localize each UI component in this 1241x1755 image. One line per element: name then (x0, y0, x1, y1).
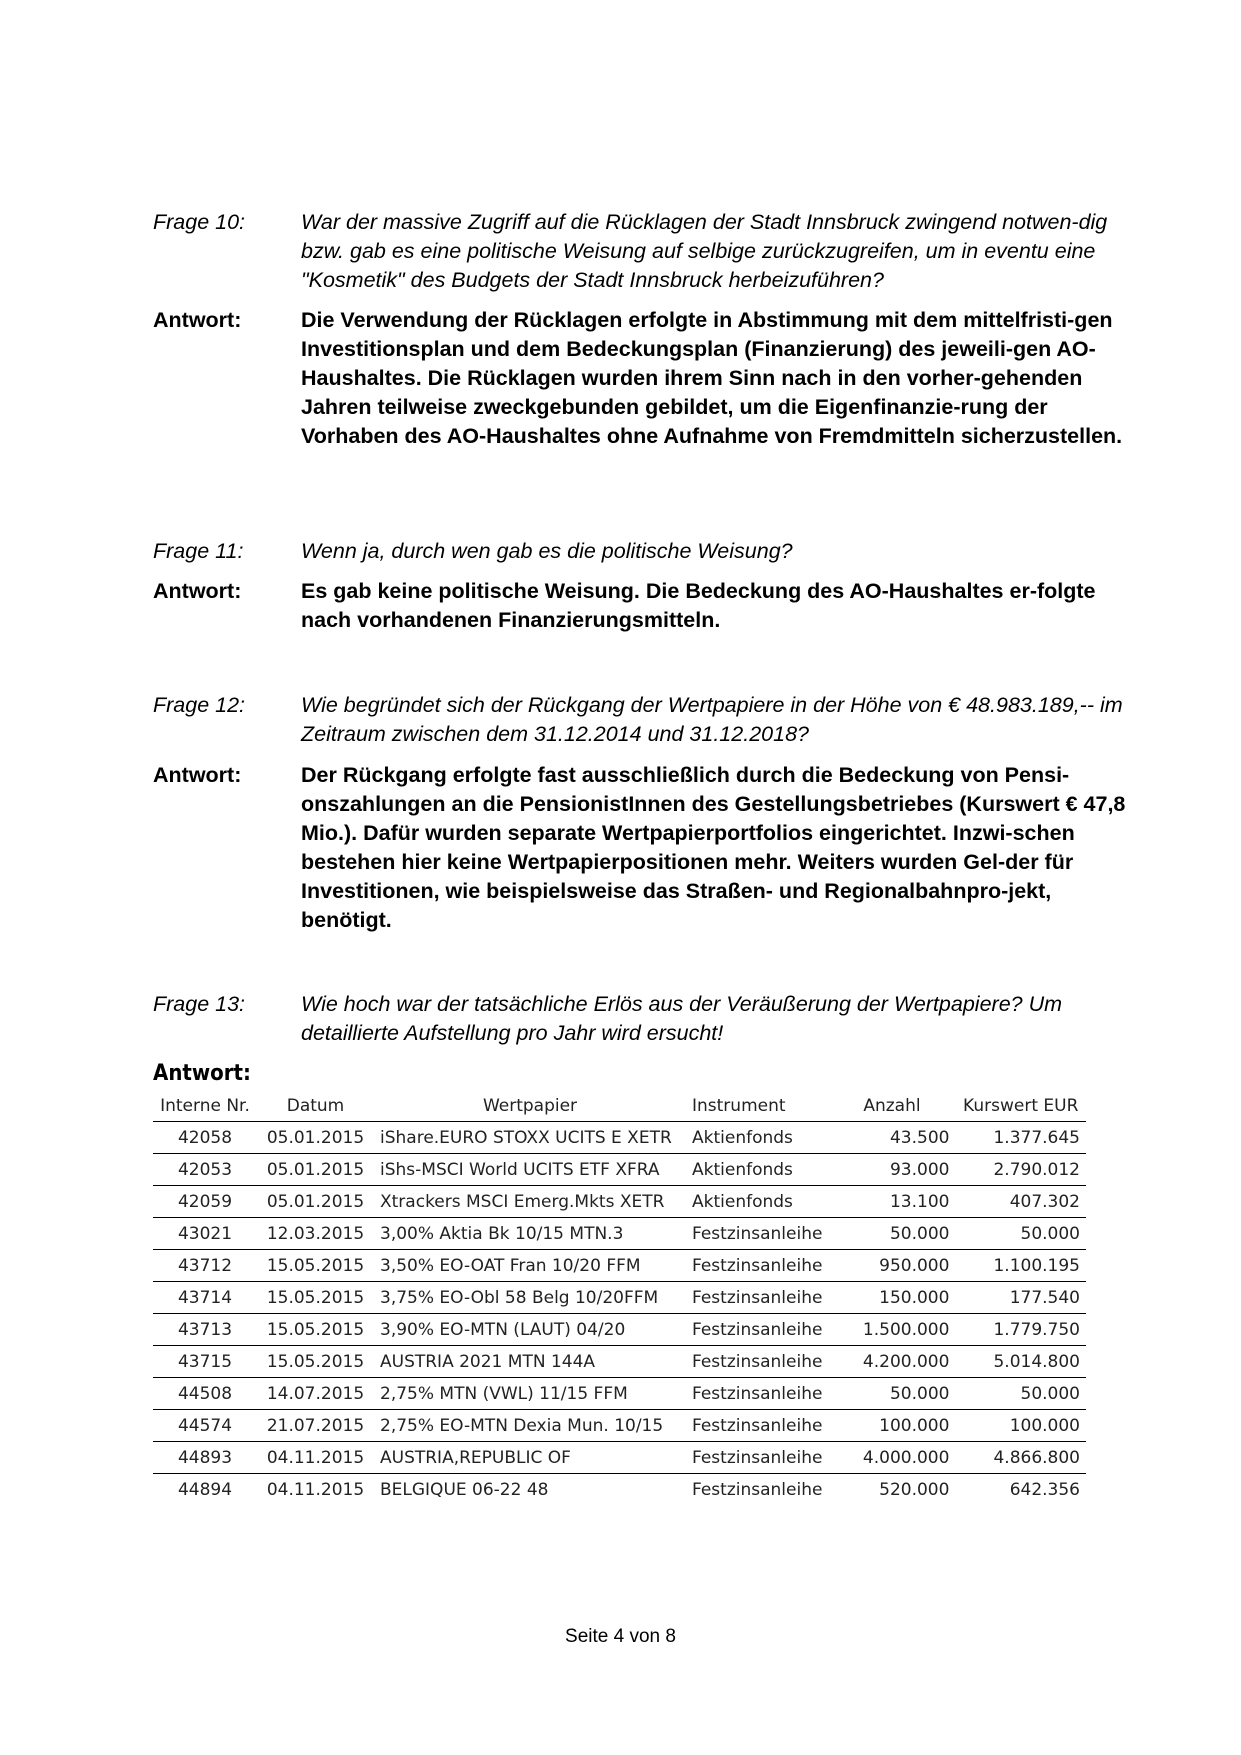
cell-instrument: Festzinsanleihe (686, 1442, 828, 1474)
cell-date: 05.01.2015 (257, 1122, 374, 1154)
question-label: Frage 12: (153, 693, 246, 717)
cell-date: 12.03.2015 (257, 1218, 374, 1250)
cell-internal-number: 42058 (153, 1122, 257, 1154)
cell-market-value: 2.790.012 (955, 1154, 1086, 1186)
cell-market-value: 1.377.645 (955, 1122, 1086, 1154)
answer-10 (153, 306, 1138, 451)
cell-security: 3,50% EO-OAT Fran 10/20 FFM (374, 1250, 686, 1282)
answer-label: Antwort: (153, 1061, 251, 1086)
table-row (153, 1474, 1086, 1506)
answer-text: Die Verwendung der Rücklagen erfolgte in Abstimmung mit dem mittelfristi-gen Investitionsplan und dem Bedeckungsplan (Finanzierung) des jeweili-gen AO-Haushaltes. Die Rücklagen wurden ihrem Sinn nach in den vorher-gehenden Jahren teilweise zweckgebunden gebildet, um die Eigenfinanzie-rung der Vorhaben des AO-Haushaltes ohne Aufnahme von Fremdmitteln sicherzustellen. (301, 308, 1123, 448)
securities-table (153, 1091, 1086, 1505)
cell-quantity: 1.500.000 (828, 1314, 955, 1346)
cell-security: 2,75% MTN (VWL) 11/15 FFM (374, 1378, 686, 1410)
column-header: Kurswert EUR (955, 1091, 1086, 1122)
cell-market-value: 5.014.800 (955, 1346, 1086, 1378)
question-text: Wie begründet sich der Rückgang der Wertpapiere in der Höhe von € 48.983.189,-- im Zeitraum zwischen dem 31.12.2014 und 31.12.2018? (301, 693, 1123, 746)
cell-security: BELGIQUE 06-22 48 (380, 1479, 549, 1500)
question-label: Frage 10: (153, 210, 246, 234)
cell-internal-number: 44893 (153, 1442, 257, 1474)
cell-quantity: 50.000 (828, 1218, 955, 1250)
cell-security: iShs-MSCI World UCITS ETF XFRA (374, 1154, 686, 1186)
answer-11 (153, 577, 1138, 635)
cell-internal-number: 43712 (153, 1250, 257, 1282)
cell-quantity: 13.100 (828, 1186, 955, 1218)
table-row (153, 1186, 1086, 1218)
cell-security: 3,75% EO-Obl 58 Belg 10/20FFM (374, 1282, 686, 1314)
cell-security: AUSTRIA 2021 MTN 144A (374, 1346, 686, 1378)
cell-quantity: 520.000 (879, 1479, 950, 1500)
cell-internal-number: 42053 (153, 1154, 257, 1186)
cell-instrument: Festzinsanleihe (692, 1479, 823, 1500)
question-13 (153, 990, 1138, 1048)
cell-date: 15.05.2015 (257, 1346, 374, 1378)
cell-internal-number: 44508 (153, 1378, 257, 1410)
column-header: Datum (257, 1091, 374, 1122)
cell-market-value: 177.540 (955, 1282, 1086, 1314)
cell-date: 15.05.2015 (257, 1314, 374, 1346)
answer-label: Antwort: (153, 308, 242, 332)
cell-date: 14.07.2015 (257, 1378, 374, 1410)
cell-internal-number: 43714 (153, 1282, 257, 1314)
cell-date: 05.01.2015 (257, 1186, 374, 1218)
cell-instrument: Aktienfonds (686, 1154, 828, 1186)
cell-internal-number: 44894 (177, 1479, 233, 1500)
question-11 (153, 537, 1138, 566)
cell-market-value: 100.000 (955, 1410, 1086, 1442)
table-row (153, 1250, 1086, 1282)
cell-security: 2,75% EO-MTN Dexia Mun. 10/15 (374, 1410, 686, 1442)
cell-date: 04.11.2015 (257, 1442, 374, 1474)
cell-quantity: 4.000.000 (828, 1442, 955, 1474)
cell-security: 3,00% Aktia Bk 10/15 MTN.3 (374, 1218, 686, 1250)
cell-quantity: 50.000 (828, 1378, 955, 1410)
cell-market-value: 4.866.800 (955, 1442, 1086, 1474)
answer-text: Der Rückgang erfolgte fast ausschließlich durch die Bedeckung von Pensi-onszahlungen an die PensionistInnen des Gestellungsbetriebes (Kurswert € 47,8 Mio.). Dafür wurden separate Wertpapierportfolios eingerichtet. Inzwi-schen bestehen hier keine Wertpapierpositionen mehr. Weiters wurden Gel-der für Investitionen, wie beispielsweise das Straßen- und Regionalbahnpro-jekt, benötigt. (301, 763, 1126, 932)
question-text: Wenn ja, durch wen gab es die politische Weisung? (301, 539, 793, 563)
cell-date: 05.01.2015 (257, 1154, 374, 1186)
cell-quantity: 4.200.000 (828, 1346, 955, 1378)
answer-12 (153, 761, 1138, 935)
question-label: Frage 11: (153, 539, 244, 563)
cell-quantity: 100.000 (828, 1410, 955, 1442)
cell-instrument: Aktienfonds (686, 1122, 828, 1154)
cell-market-value: 1.100.195 (955, 1250, 1086, 1282)
cell-security: AUSTRIA,REPUBLIC OF (374, 1442, 686, 1474)
table-row (153, 1282, 1086, 1314)
column-header: Wertpapier (374, 1091, 686, 1122)
cell-quantity: 43.500 (828, 1122, 955, 1154)
question-label: Frage 13: (153, 992, 246, 1016)
cell-instrument: Aktienfonds (686, 1186, 828, 1218)
cell-internal-number: 42059 (153, 1186, 257, 1218)
cell-internal-number: 44574 (153, 1410, 257, 1442)
table-row (153, 1346, 1086, 1378)
column-header: Anzahl (828, 1091, 955, 1122)
page-number: Seite 4 von 8 (565, 1626, 676, 1647)
cell-security: iShare.EURO STOXX UCITS E XETR (374, 1122, 686, 1154)
question-10 (153, 208, 1138, 295)
cell-instrument: Festzinsanleihe (686, 1378, 828, 1410)
cell-quantity: 950.000 (828, 1250, 955, 1282)
cell-internal-number: 43021 (153, 1218, 257, 1250)
cell-security: 3,90% EO-MTN (LAUT) 04/20 (374, 1314, 686, 1346)
table-header-row (153, 1091, 1086, 1122)
column-header: Interne Nr. (153, 1091, 257, 1122)
table-row (153, 1218, 1086, 1250)
answer-label: Antwort: (153, 579, 242, 603)
question-12 (153, 691, 1138, 749)
cell-security: Xtrackers MSCI Emerg.Mkts XETR (374, 1186, 686, 1218)
cell-instrument: Festzinsanleihe (686, 1346, 828, 1378)
cell-market-value: 1.779.750 (955, 1314, 1086, 1346)
table-row (153, 1314, 1086, 1346)
cell-instrument: Festzinsanleihe (686, 1314, 828, 1346)
question-text: Wie hoch war der tatsächliche Erlös aus der Veräußerung der Wertpapiere? Um detaillierte Aufstellung pro Jahr wird ersucht! (301, 992, 1063, 1045)
cell-instrument: Festzinsanleihe (686, 1250, 828, 1282)
cell-instrument: Festzinsanleihe (686, 1282, 828, 1314)
cell-instrument: Festzinsanleihe (686, 1410, 828, 1442)
cell-instrument: Festzinsanleihe (686, 1218, 828, 1250)
table-row (153, 1442, 1086, 1474)
table-row (153, 1122, 1086, 1154)
table-row (153, 1410, 1086, 1442)
cell-market-value: 642.356 (1009, 1479, 1080, 1500)
answer-text: Es gab keine politische Weisung. Die Bedeckung des AO-Haushaltes er-folgte nach vorhandenen Finanzierungsmitteln. (301, 579, 1096, 632)
cell-market-value: 407.302 (955, 1186, 1086, 1218)
cell-internal-number: 43715 (153, 1346, 257, 1378)
cell-market-value: 50.000 (955, 1218, 1086, 1250)
cell-internal-number: 43713 (153, 1314, 257, 1346)
answer-label: Antwort: (153, 763, 242, 787)
cell-market-value: 50.000 (955, 1378, 1086, 1410)
cell-date: 04.11.2015 (266, 1479, 365, 1500)
cell-quantity: 150.000 (828, 1282, 955, 1314)
cell-quantity: 93.000 (828, 1154, 955, 1186)
cell-date: 21.07.2015 (257, 1410, 374, 1442)
cell-date: 15.05.2015 (257, 1250, 374, 1282)
table-row (153, 1154, 1086, 1186)
cell-date: 15.05.2015 (257, 1282, 374, 1314)
table-row (153, 1378, 1086, 1410)
question-text: War der massive Zugriff auf die Rücklagen der Stadt Innsbruck zwingend notwen-dig bzw. gab es eine politische Weisung auf selbige zurückzugreifen, um in eventu eine "Kosmetik" des Budgets der Stadt Innsbruck herbeizuführen? (301, 210, 1108, 292)
column-header: Instrument (686, 1091, 828, 1122)
